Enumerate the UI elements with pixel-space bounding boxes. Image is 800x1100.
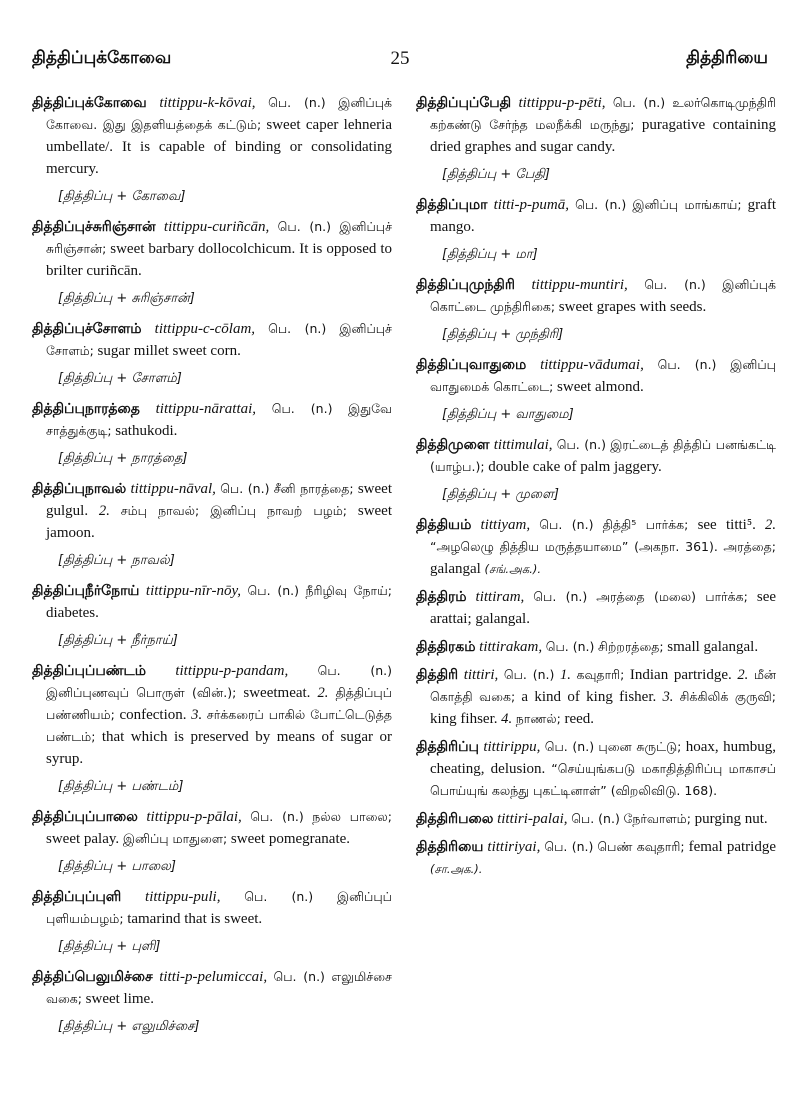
english-definition: sweet palay. [46, 831, 120, 847]
headword: தித்திப்புச்சுரிஞ்சான் [32, 219, 156, 235]
part-of-speech: பெ. (n.) [268, 321, 327, 336]
running-head-left: தித்திப்புக்கோவை [32, 48, 172, 68]
headword: தித்திரி [416, 667, 459, 683]
transliteration: tittirippu, [483, 739, 541, 755]
tamil-definition: சிக்கிலிக் குருவி; [679, 689, 776, 704]
headword: தித்திரகம் [416, 639, 476, 655]
part-of-speech: பெ. (n.) [247, 583, 300, 598]
tamil-definition: இனிப்புக் கோவை. இது இதளியத்தைக் கட்டும்; [46, 95, 392, 132]
running-head-right: தித்திரியை [686, 48, 768, 68]
etymology: [தித்திப்பு + நாரத்தை] [58, 451, 188, 466]
right-column [416, 92, 776, 886]
etymology: [தித்திப்பு + பாலை] [58, 859, 176, 874]
tamil-definition: புனை சுருட்டு; [598, 739, 682, 754]
dictionary-entry [32, 398, 392, 442]
headword: தித்திப்புநாரத்தை [32, 401, 140, 417]
tamil-definition: தித்தி⁵ பார்க்க; [602, 517, 689, 532]
tamil-definition: சர்க்கரைப் பாகில் போட்டெடுத்த பண்டம்; [46, 707, 392, 744]
part-of-speech: பெ. (n.) [575, 197, 627, 212]
transliteration: tittippu-curiñcān, [163, 219, 270, 235]
sense-number: 2. [737, 667, 749, 683]
sense-number: 2. [317, 685, 329, 701]
headword: தித்திப்புமா [416, 197, 488, 213]
transliteration: tittippu-vādumai, [540, 357, 644, 373]
dictionary-entry [32, 92, 392, 180]
part-of-speech: பெ. (n.) [644, 277, 706, 292]
etymology: [தித்திப்பு + நாவல்] [58, 553, 175, 568]
tamil-definition: எலுமிச்சை வகை; [46, 969, 392, 1006]
part-of-speech: பெ. (n.) [556, 437, 606, 452]
dictionary-entry [32, 318, 392, 362]
headword: தித்திப்புநாவல் [32, 481, 127, 497]
headword: தித்திப்பெலுமிச்சை [32, 969, 153, 985]
tamil-definition: இனிப்பு வாதுமைக் கொட்டை; [430, 357, 776, 394]
tamil-definition: அரத்தை; [723, 539, 776, 554]
dictionary-entry [416, 194, 776, 238]
citation: (சா.அக.). [430, 862, 483, 876]
english-definition: see titti⁵. [697, 517, 756, 533]
sense-number: 3. [662, 689, 674, 705]
transliteration: tittippu-puli, [145, 889, 221, 905]
headword: தித்திப்புவாதுமை [416, 357, 527, 373]
tamil-definition: இனிப்புணவுப் பொருள் (வின்.); [46, 685, 237, 700]
tamil-definition: இரட்டைத் தித்திப் பனங்கட்டி (யாழ்ப.); [430, 437, 776, 474]
dictionary-entry [416, 636, 776, 658]
headword: தித்திரியை [416, 839, 484, 855]
part-of-speech: பெ. (n.) [273, 969, 325, 984]
dictionary-entry [416, 434, 776, 478]
etymology: [தித்திப்பு + முளை] [442, 487, 559, 502]
tamil-definition: இனிப்புக் கொட்டை முந்திரிகை; [430, 277, 776, 314]
tamil-definition: இனிப்புப் புளியம்பழம்; [46, 889, 392, 926]
dictionary-entry [32, 886, 392, 930]
headword: தித்திரம் [416, 589, 467, 605]
headword: தித்திப்புப்பாலை [32, 809, 138, 825]
sense-number: 4. [501, 711, 513, 727]
part-of-speech: பெ. (n.) [268, 95, 326, 110]
english-definition: sweet pomegranate. [230, 831, 351, 847]
dictionary-entry [32, 216, 392, 282]
tamil-definition: அரத்தை (மலை) பார்க்க; [596, 589, 748, 604]
page-number: 25 [390, 48, 410, 69]
part-of-speech: பெ. (n.) [544, 839, 594, 854]
part-of-speech: பெ. (n.) [657, 357, 717, 372]
part-of-speech: பெ. (n.) [503, 667, 555, 682]
tamil-definition: நேர்வாளம்; [623, 811, 691, 826]
english-definition: sweet grapes with seeds. [558, 299, 707, 315]
english-definition: galangal [430, 561, 481, 577]
english-definition: sweet barbary dollocolchicum. It is opposed to brilter curiñcān. [46, 241, 392, 279]
transliteration: tittippu-muntiri, [531, 277, 628, 293]
tamil-definition: கவுதாரி; [576, 667, 625, 682]
transliteration: tittippu-k-kōvai, [159, 95, 256, 111]
etymology: [தித்திப்பு + புளி] [58, 939, 161, 954]
left-column [32, 92, 392, 1046]
etymology: [தித்திப்பு + கோவை] [58, 189, 186, 204]
transliteration: tittiri, [463, 667, 499, 683]
transliteration: tittirakam, [479, 639, 543, 655]
english-definition: sweet almond. [557, 379, 644, 395]
part-of-speech: பெ. (n.) [277, 219, 331, 234]
headword: தித்திப்புப்பண்டம் [32, 663, 146, 679]
part-of-speech: பெ. (n.) [317, 663, 392, 678]
part-of-speech: பெ. (n.) [539, 517, 594, 532]
citation: (சங்.அக.). [484, 562, 541, 576]
tamil-definition: இனிப்புச் சுரிஞ்சான்; [46, 219, 392, 256]
etymology: [தித்திப்பு + சுரிஞ்சான்] [58, 291, 195, 306]
dictionary-entry [416, 514, 776, 580]
transliteration: tittiriyai, [487, 839, 541, 855]
english-definition: king fihser. [430, 711, 498, 727]
tamil-definition: மீன் கொத்தி வகை; [430, 667, 777, 704]
headword: தித்திப்புக்கோவை [32, 95, 147, 111]
part-of-speech: பெ. (n.) [220, 481, 270, 496]
tamil-definition: சிற்றரத்தை; [598, 639, 664, 654]
part-of-speech: பெ. (n.) [545, 639, 595, 654]
english-definition: puragative containing dried graphes and sugar candy. [430, 117, 776, 155]
etymology: [தித்திப்பு + மா] [442, 247, 538, 262]
part-of-speech: பெ. (n.) [571, 811, 620, 826]
dictionary-entry [416, 836, 776, 880]
english-definition: sugar millet sweet corn. [97, 343, 241, 359]
english-definition: sweet gulgul. [46, 481, 392, 519]
tamil-definition: சம்பு நாவல்; இனிப்பு நாவற் பழம்; [120, 503, 348, 518]
sense-number: 3. [191, 707, 203, 723]
english-definition: reed. [564, 711, 595, 727]
tamil-definition: சீனி நாரத்தை; [273, 481, 354, 496]
headword: தித்திப்புப்பேதி [416, 95, 512, 111]
etymology: [தித்திப்பு + நீர்நாய்] [58, 633, 178, 648]
transliteration: tittippu-nārattai, [155, 401, 257, 417]
transliteration: titti-p-pelumiccai, [159, 969, 268, 985]
dictionary-entry [32, 478, 392, 544]
tamil-definition: நீரிழிவு நோய்; [305, 583, 392, 598]
part-of-speech: பெ. (n.) [612, 95, 666, 110]
tamil-definition: இனிப்புச் சோளம்; [46, 321, 392, 358]
english-definition: Indian partridge. [629, 667, 732, 683]
etymology: [தித்திப்பு + பண்டம்] [58, 779, 184, 794]
etymology: [தித்திப்பு + வாதுமை] [442, 407, 574, 422]
headword: தித்திரிப்பு [416, 739, 479, 755]
english-definition: graft mango. [430, 197, 776, 235]
headword: தித்திப்புநீர்நோய் [32, 583, 140, 599]
english-definition: sweetmeat. [243, 685, 311, 701]
tamil-definition: உலர்கொடிமுந்திரி கற்கண்டு சேர்ந்த மலநீக்கி மருந்து; [430, 95, 776, 132]
tamil-definition: இனிப்பு மாங்காய்; [632, 197, 742, 212]
dictionary-entry [416, 92, 776, 158]
transliteration: tittiri-palai, [497, 811, 568, 827]
transliteration: tittiram, [475, 589, 525, 605]
sense-number: 1. [559, 667, 571, 683]
etymology: [தித்திப்பு + எலுமிச்சை] [58, 1019, 200, 1034]
tamil-definition: “அழலெழு தித்திய மருத்தயாமை” (அகநா. 361). [430, 539, 718, 554]
part-of-speech: பெ. (n.) [544, 739, 595, 754]
dictionary-entry [32, 806, 392, 850]
tamil-definition: தித்திப்புப் பண்ணியம்; [46, 685, 393, 722]
tamil-definition: இதுவே சாத்துக்குடி; [46, 401, 392, 438]
headword: தித்திப்புப்புளி [32, 889, 122, 905]
transliteration: tittippu-p-pandam, [175, 663, 289, 679]
english-definition: sathukodi. [115, 423, 178, 439]
english-definition: tamarind that is sweet. [127, 911, 263, 927]
transliteration: tittimulai, [493, 437, 553, 453]
english-definition: sweet caper lehneria umbellate/. It is capable of binding or consolidating mercury. [46, 117, 392, 177]
english-definition: that which is preserved by means of sugar or syrup. [46, 729, 392, 767]
etymology: [தித்திப்பு + சோளம்] [58, 371, 182, 386]
headword: தித்திமுளை [416, 437, 490, 453]
transliteration: tittippu-nāval, [130, 481, 216, 497]
transliteration: titti-p-pumā, [493, 197, 570, 213]
transliteration: tittippu-p-pēti, [518, 95, 606, 111]
tamil-definition: இனிப்பு மாதுளை; [122, 831, 228, 846]
headword: தித்தியம் [416, 517, 472, 533]
english-definition: diabetes. [46, 605, 99, 621]
english-definition: double cake of palm jaggery. [488, 459, 662, 475]
dictionary-entry [416, 664, 776, 730]
english-definition: a kind of king fisher. [521, 689, 657, 705]
tamil-definition: “செய்யுங்கபடு மகாதித்திரிப்பு மாகாசப் பொய்யுங் கலந்து புகட்டினாள்” (விறலிவிடு. 168). [430, 761, 777, 798]
headword: தித்திரிபலை [416, 811, 494, 827]
transliteration: tittippu-c-cōlam, [154, 321, 256, 337]
english-definition: femal patridge [688, 839, 776, 855]
transliteration: tittippu-nīr-nōy, [145, 583, 242, 599]
tamil-definition: நாணல்; [515, 711, 561, 726]
english-definition: see arattai; galangal. [430, 589, 777, 627]
headword: தித்திப்புச்சோளம் [32, 321, 142, 337]
sense-number: 2. [98, 503, 110, 519]
dictionary-entry [416, 586, 776, 630]
part-of-speech: பெ. (n.) [533, 589, 588, 604]
dictionary-entry [416, 274, 776, 318]
part-of-speech: பெ. (n.) [244, 889, 314, 904]
transliteration: tittiyam, [480, 517, 531, 533]
etymology: [தித்திப்பு + பேதி] [442, 167, 550, 182]
dictionary-entry [416, 354, 776, 398]
transliteration: tittippu-p-pālai, [146, 809, 242, 825]
english-definition: purging nut. [694, 811, 768, 827]
sense-number: 2. [765, 517, 776, 533]
dictionary-entry [416, 808, 776, 830]
dictionary-entry [32, 660, 392, 770]
tamil-definition: பெண் கவுதாரி; [597, 839, 685, 854]
part-of-speech: பெ. (n.) [271, 401, 333, 416]
english-definition: confection. [119, 707, 187, 723]
page-header [32, 48, 768, 74]
tamil-definition: நல்ல பாலை; [312, 809, 392, 824]
etymology: [தித்திப்பு + முந்திரி] [442, 327, 564, 342]
dictionary-entry [416, 736, 776, 802]
english-definition: sweet jamoon. [46, 503, 393, 541]
part-of-speech: பெ. (n.) [250, 809, 304, 824]
english-definition: small galangal. [667, 639, 759, 655]
english-definition: hoax, humbug, cheating, delusion. [430, 739, 776, 777]
english-definition: sweet lime. [85, 991, 154, 1007]
dictionary-entry [32, 966, 392, 1010]
headword: தித்திப்புமுந்திரி [416, 277, 515, 293]
dictionary-entry [32, 580, 392, 624]
